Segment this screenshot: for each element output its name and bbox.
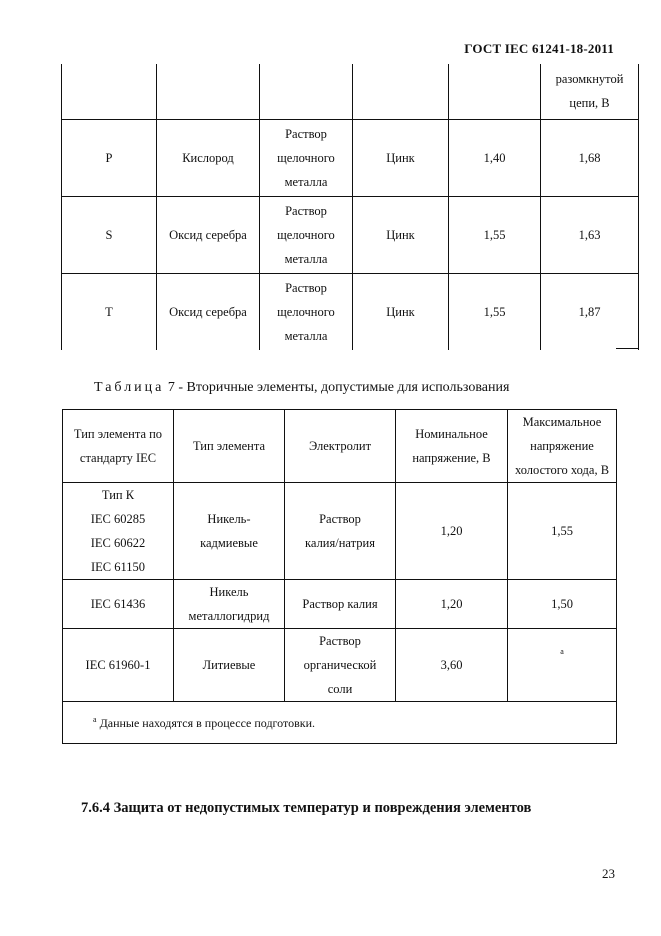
cell-max: 1,50 (508, 580, 617, 629)
cell-max: 1,55 (508, 483, 617, 580)
table-7 (62, 409, 617, 744)
table-row (62, 196, 639, 273)
cell-electrolyte: Раствор щелочного металла (260, 273, 353, 350)
page-number: 23 (602, 866, 615, 881)
cell-positive: Оксид серебра (157, 273, 260, 350)
cell-nominal: 1,55 (449, 273, 541, 350)
header-cell-max-voltage: разомкнутой цепи, В (541, 64, 639, 119)
cell-negative: Цинк (353, 119, 449, 196)
cell-positive: Оксид серебра (157, 196, 260, 273)
cell-negative: Цинк (353, 273, 449, 350)
table-header-row (63, 410, 617, 483)
cell-max: 1,63 (541, 196, 639, 273)
table-row (63, 483, 617, 580)
cell-nominal: 1,20 (396, 483, 508, 580)
table-footnote: $^a$ Данные находятся в процессе подготовки. (63, 702, 617, 744)
table-continued (61, 64, 639, 350)
cell-electrolyte: Раствор органической соли (285, 629, 396, 702)
header-electrolyte: Электролит (285, 410, 396, 483)
table-row (63, 629, 617, 702)
cell-electrolyte: Раствор щелочного металла (260, 196, 353, 273)
cell-code: S (62, 196, 157, 273)
table-footnote-row (63, 702, 617, 744)
cell-type: Никель металлогидрид (174, 580, 285, 629)
cell-max (508, 629, 617, 702)
cell-nominal: 1,40 (449, 119, 541, 196)
cell-positive: Кислород (157, 119, 260, 196)
cell-nominal: 1,20 (396, 580, 508, 629)
section-heading: 7.6.4 Защита от недопустимых температур и повреждения элементов (81, 800, 532, 816)
table-row (62, 119, 639, 196)
table-row (62, 273, 639, 350)
cell-nominal: 3,60 (396, 629, 508, 702)
document-id: ГОСТ IEC 61241-18-2011 (464, 41, 614, 56)
cell-code: T (62, 273, 157, 350)
header-max: Максимальное напряжение холостого хода, В (508, 410, 617, 483)
cell-iec-type: Тип К IEC 60285 IEC 60622 IEC 61150 (63, 483, 174, 580)
cell-electrolyte: Раствор калия/натрия (285, 483, 396, 580)
footnote-ref: a (560, 646, 564, 656)
cell-iec-type: IEC 61960-1 (63, 629, 174, 702)
table-end-rule (616, 348, 638, 349)
table-row (62, 64, 639, 119)
table-row (63, 580, 617, 629)
cell-code: P (62, 119, 157, 196)
cell-electrolyte: Раствор калия (285, 580, 396, 629)
cell-max: 1,87 (541, 273, 639, 350)
table-caption: Таблица 7 - Вторичные элементы, допустимые для использования (94, 380, 510, 395)
cell-iec-type: IEC 61436 (63, 580, 174, 629)
cell-electrolyte: Раствор щелочного металла (260, 119, 353, 196)
header-type: Тип элемента (174, 410, 285, 483)
cell-nominal: 1,55 (449, 196, 541, 273)
cell-type: Никель- кадмиевые (174, 483, 285, 580)
cell-negative: Цинк (353, 196, 449, 273)
cell-max: 1,68 (541, 119, 639, 196)
cell-type: Литиевые (174, 629, 285, 702)
header-nominal: Номинальное напряжение, В (396, 410, 508, 483)
header-iec-type: Тип элемента по стандарту IEC (63, 410, 174, 483)
